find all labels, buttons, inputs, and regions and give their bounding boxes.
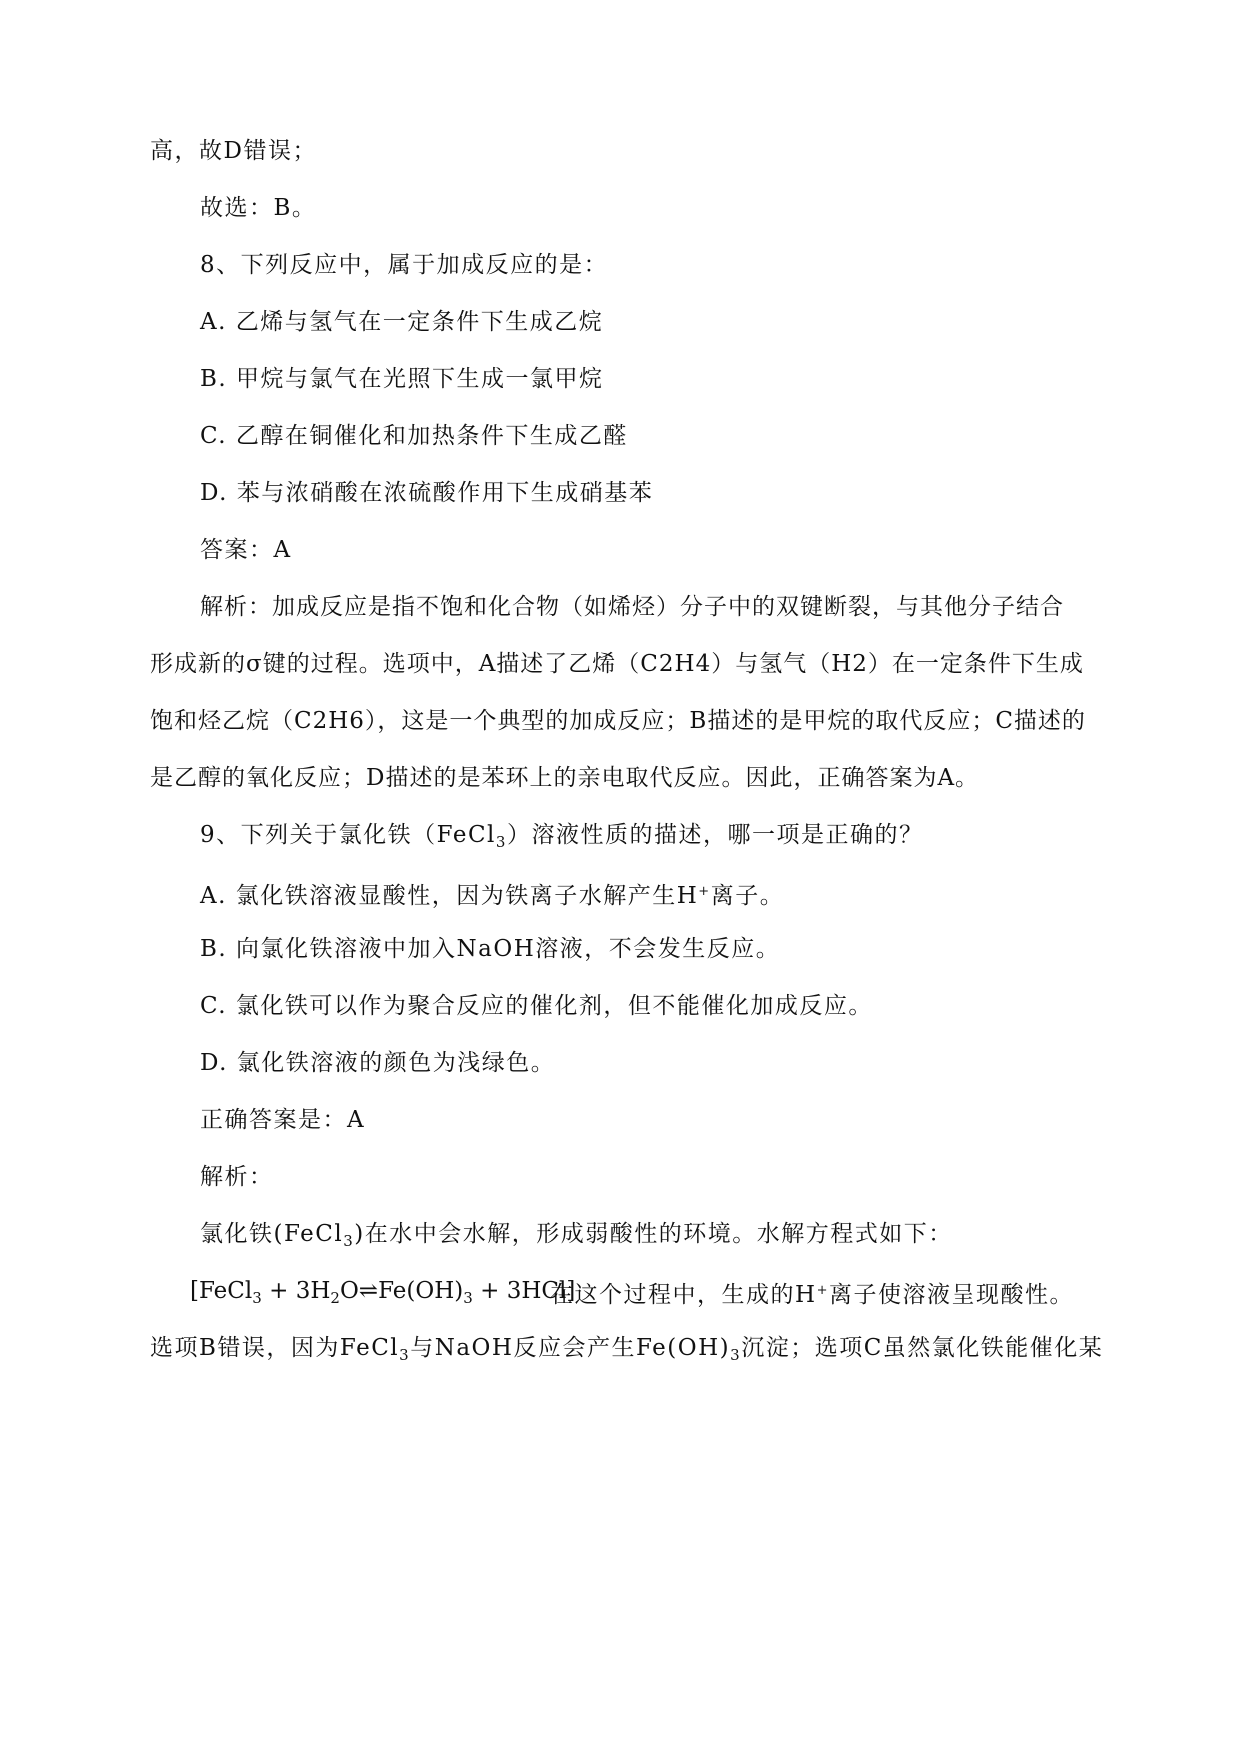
analysis-line: 是乙醇的氧化反应；D描述的是苯环上的亲电取代反应。因此，正确答案为A。 xyxy=(150,765,980,791)
option-d: D. 苯与浓硝酸在浓硫酸作用下生成硝基苯 xyxy=(200,480,654,506)
analysis-line: 形成新的σ键的过程。选项中，A描述了乙烯（C2H4）与氢气（H2）在一定条件下生成 xyxy=(150,651,1084,677)
hydrolysis-equation: [FeCl$_3$ + $3H_2O\rightleftharpoons Fe(OH)_3 + 3HCl$] xyxy=(190,1278,576,1307)
analysis-line: 选项B错误，因为FeCl$_3$与NaOH反应会产生$Fe(OH)_3$沉淀；选项C虽然氯化铁能催化某 xyxy=(150,1335,1104,1364)
analysis-label: 解析： xyxy=(200,1164,274,1190)
equation-explanation: 在这个过程中，生成的H+离子使溶液呈现酸性。 xyxy=(550,1282,1074,1308)
hydrolysis-text: 氯化铁(FeCl$_3$)在水中会水解，形成弱酸性的环境。水解方程式如下： xyxy=(200,1221,953,1250)
option-a: A. 乙烯与氢气在一定条件下生成乙烷 xyxy=(200,309,604,335)
option-c: C. 氯化铁可以作为聚合反应的催化剂，但不能催化加成反应。 xyxy=(200,993,873,1019)
option-b: B. 甲烷与氯气在光照下生成一氯甲烷 xyxy=(200,366,604,392)
analysis-line: 饱和烃乙烷（C2H6），这是一个典型的加成反应；B描述的是甲烷的取代反应；C描述的 xyxy=(150,708,1086,734)
answer: 正确答案是：A xyxy=(200,1107,366,1133)
answer: 答案：A xyxy=(200,537,292,563)
option-a: A. 氯化铁溶液显酸性，因为铁离子水解产生H+离子。 xyxy=(200,883,785,909)
analysis-line: 解析：加成反应是指不饱和化合物（如烯烃）分子中的双键断裂，与其他分子结合 xyxy=(200,594,1064,620)
text-line: 故选：B。 xyxy=(200,195,317,221)
option-b: B. 向氯化铁溶液中加入NaOH溶液，不会发生反应。 xyxy=(200,936,781,962)
text-line: 高，故D错误； xyxy=(150,138,317,164)
question-8-stem: 8、下列反应中，属于加成反应的是： xyxy=(200,252,609,278)
option-c: C. 乙醇在铜催化和加热条件下生成乙醛 xyxy=(200,423,628,449)
option-d: D. 氯化铁溶液的颜色为浅绿色。 xyxy=(200,1050,556,1076)
question-9-stem: 9、下列关于氯化铁（FeCl$_3$）溶液性质的描述，哪一项是正确的？ xyxy=(200,822,924,851)
